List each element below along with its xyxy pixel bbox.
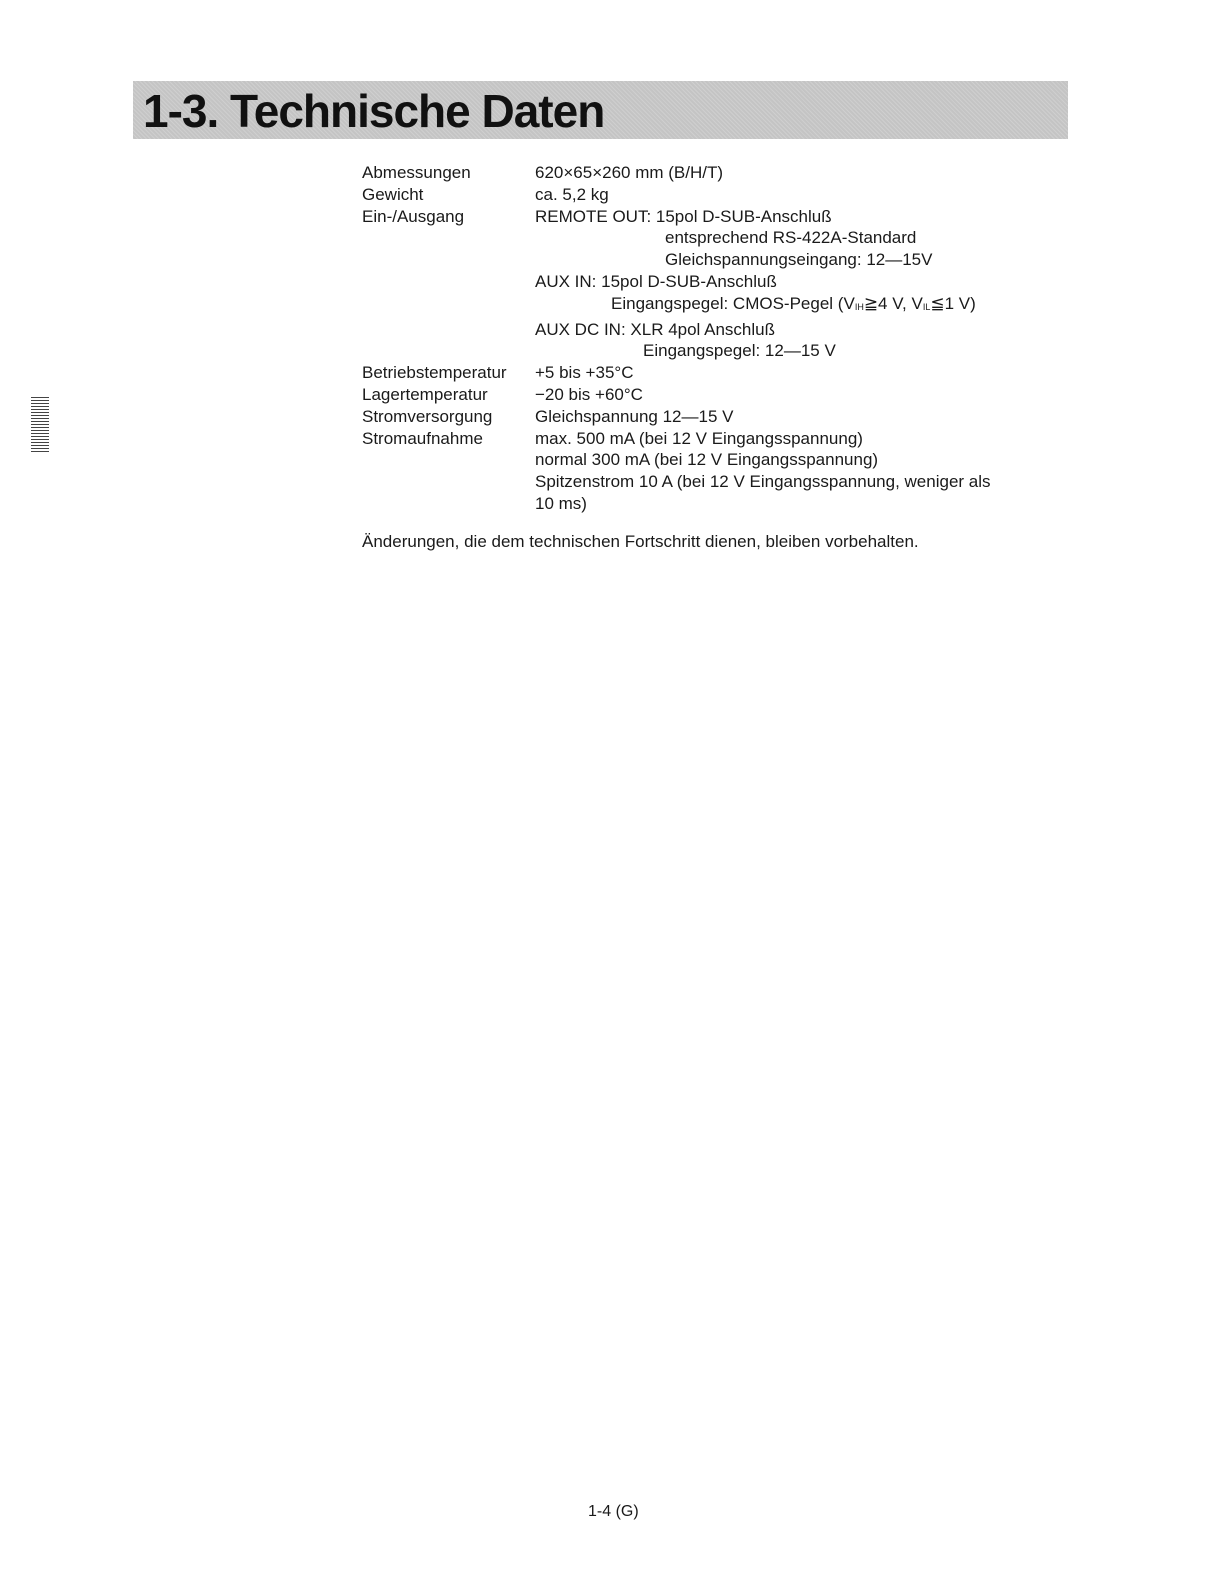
spec-value: Gleichspannungseingang: 12—15V	[665, 250, 933, 270]
spec-label: Gewicht	[362, 184, 424, 204]
spec-value: Eingangspegel: CMOS-Pegel (	[611, 293, 844, 313]
spec-label: Lagertemperatur	[362, 384, 488, 404]
spec-table	[362, 162, 1062, 515]
spec-value: +5 bis +35°C	[535, 363, 634, 383]
spec-label: Stromversorgung	[362, 406, 493, 426]
spec-value: AUX DC IN: XLR 4pol Anschluß	[535, 319, 775, 339]
spec-row-storage-temperature	[362, 384, 1062, 406]
spec-value: entsprechend RS-422A-Standard	[665, 228, 917, 248]
section-header-band	[133, 81, 1068, 139]
spec-label: Abmessungen	[362, 163, 471, 182]
spec-value: normal 300 mA (bei 12 V Eingangsspannung)	[535, 450, 879, 470]
spec-value-cmos	[535, 293, 1062, 319]
vil-symbol: V	[911, 293, 923, 313]
spec-row-operating-temperature	[362, 362, 1062, 384]
vil-relation: ≦1 V)	[930, 293, 976, 313]
binding-edge-mark	[31, 397, 49, 453]
vih-relation: ≧4 V,	[863, 293, 912, 313]
vih-symbol: V	[843, 293, 855, 313]
spec-label: Ein-/Ausgang	[362, 206, 465, 226]
spec-value: ca. 5,2 kg	[535, 184, 609, 204]
spec-value: Eingangspegel: 12—15 V	[643, 341, 836, 361]
disclaimer-note: Änderungen, die dem technischen Fortschritt dienen, bleiben vorbehalten.	[362, 532, 919, 551]
spec-row-weight	[362, 184, 1062, 206]
spec-label: Stromaufnahme	[362, 428, 483, 448]
spec-value: REMOTE OUT: 15pol D-SUB-Anschluß	[535, 206, 832, 226]
spec-value: Gleichspannung 12—15 V	[535, 406, 734, 426]
spec-value: AUX IN: 15pol D-SUB-Anschluß	[535, 271, 777, 291]
spec-row-power-consumption	[362, 428, 1062, 515]
spec-value: max. 500 mA (bei 12 V Eingangsspannung)	[535, 428, 863, 448]
section-title: 1-3. Technische Daten	[143, 85, 605, 137]
vih-subscript: IH	[854, 301, 864, 312]
spec-value: 620×65×260 mm (B/H/T)	[535, 163, 724, 182]
page-number: 1-4 (G)	[588, 1503, 639, 1520]
spec-row-io	[362, 206, 1062, 363]
vil-subscript: IL	[922, 301, 931, 312]
spec-value: 10 ms)	[535, 493, 587, 513]
spec-value: −20 bis +60°C	[535, 384, 643, 404]
spec-label: Betriebstemperatur	[362, 363, 507, 383]
spec-row-power-supply	[362, 406, 1062, 428]
spec-value: Spitzenstrom 10 A (bei 12 V Eingangsspannung, weniger als	[535, 472, 991, 492]
spec-row-dimensions	[362, 162, 1062, 184]
